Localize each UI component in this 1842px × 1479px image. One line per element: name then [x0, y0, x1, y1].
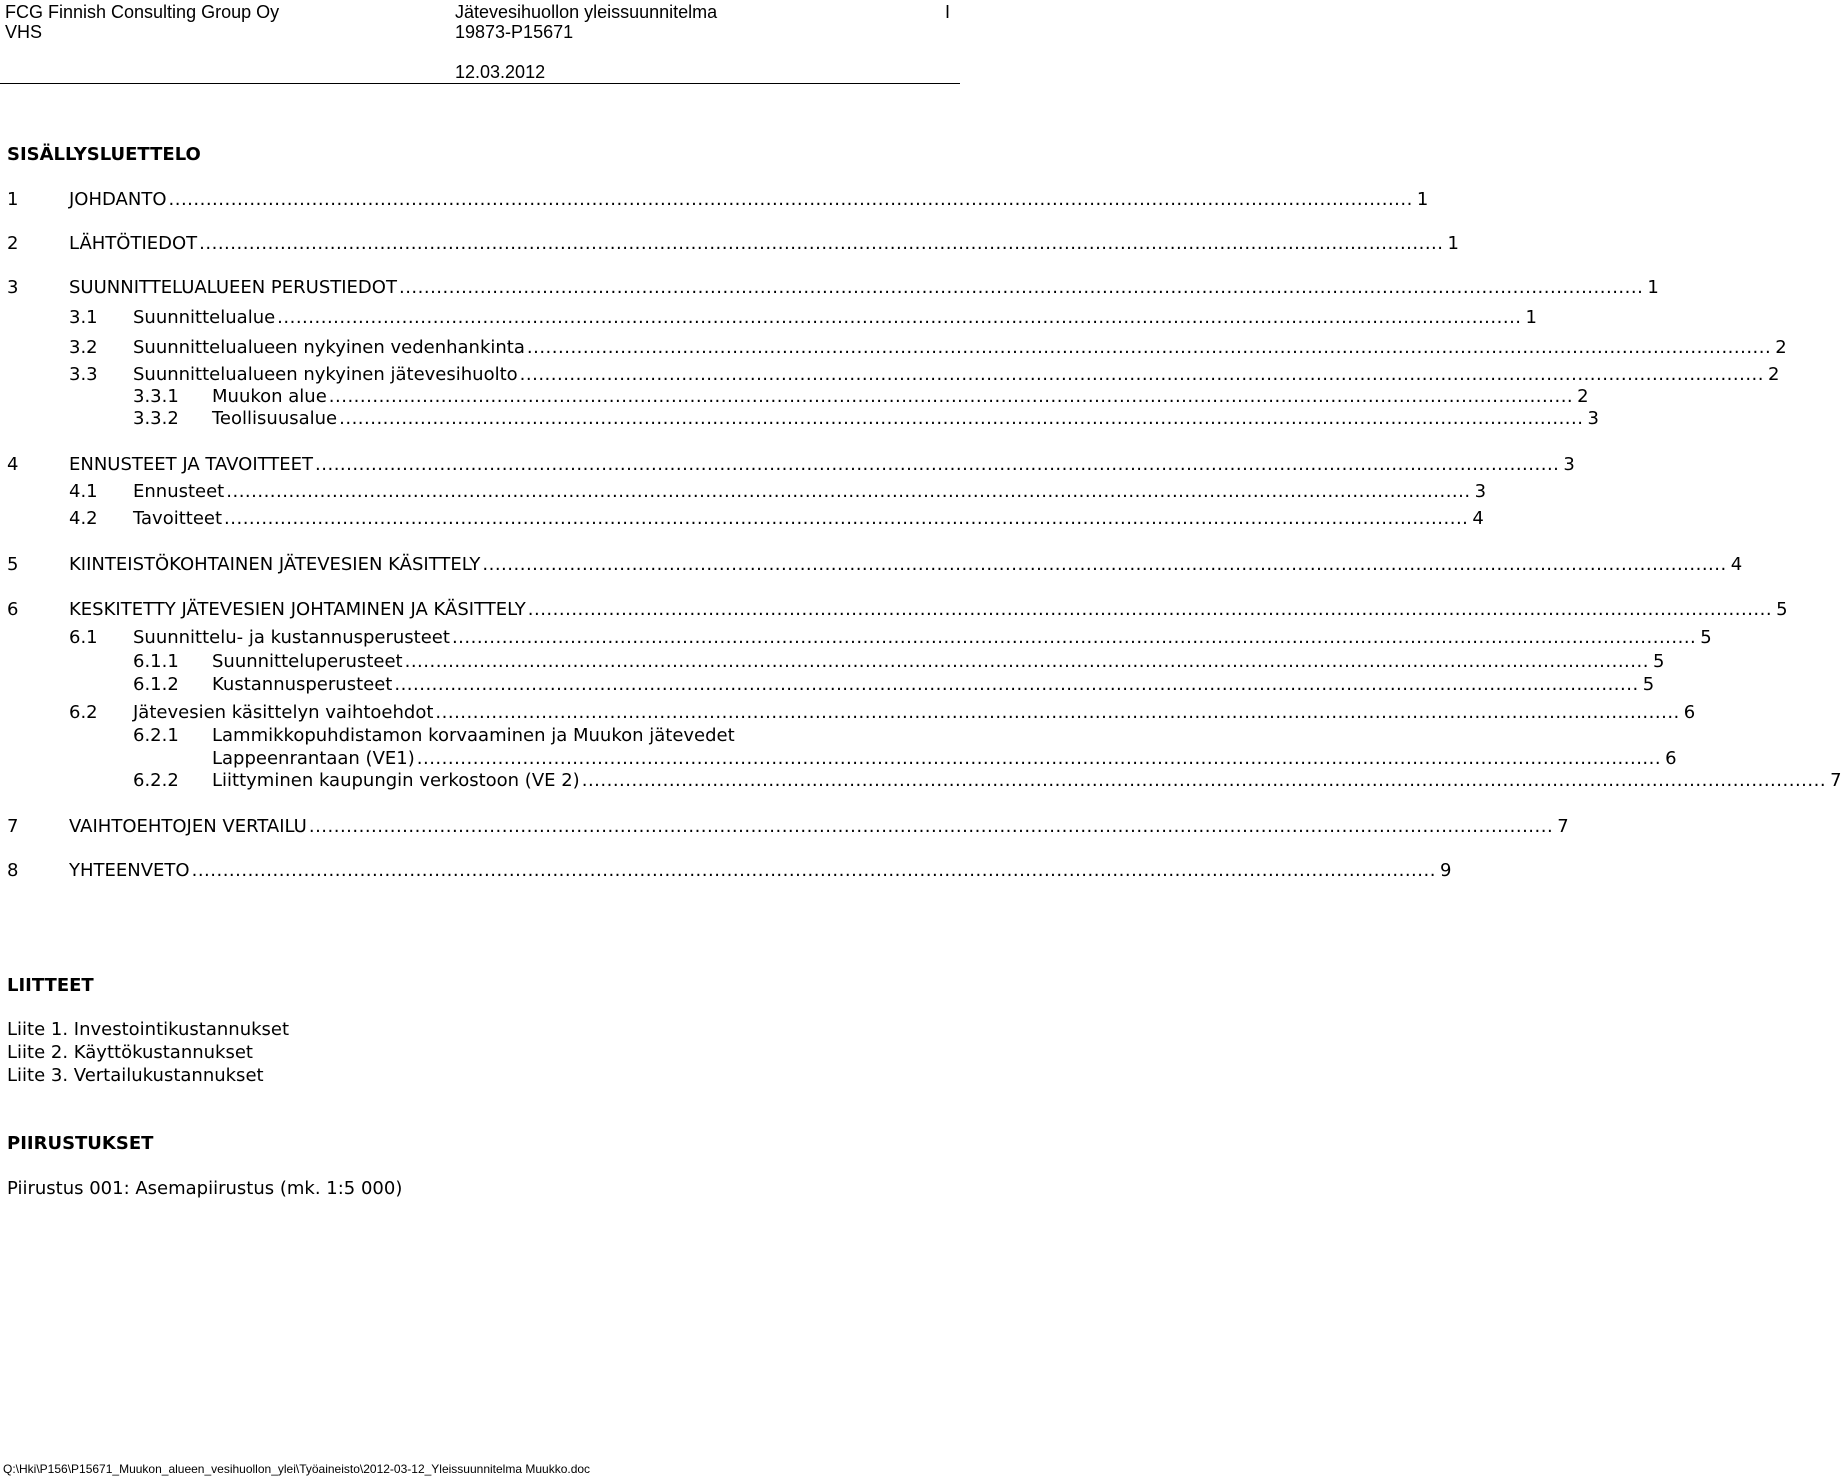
toc-entry-page: 5: [1696, 627, 1711, 649]
toc-dot-leader: ........................................................................................................................................................................................................: [277, 307, 1522, 328]
toc-entry-number: 3: [7, 277, 19, 298]
toc-entry-page: 4: [1727, 554, 1742, 576]
toc-entry-title: Teollisuusalue: [212, 408, 338, 429]
toc-dot-leader: ........................................................................................................................................................................................................: [328, 386, 1574, 407]
toc-dot-leader: ........................................................................................................................................................................................................: [527, 599, 1773, 620]
toc-dot-leader: ........................................................................................................................................................................................................: [404, 651, 1649, 672]
toc-entry-page: 3: [1583, 408, 1598, 430]
toc-entry-title: SUUNNITTELUALUEEN PERUSTIEDOT: [69, 277, 397, 298]
toc-entry-title: Lammikkopuhdistamon korvaaminen ja Muukon jätevedet: [212, 725, 735, 746]
appendix-item: Liite 1. Investointikustannukset: [7, 1019, 290, 1040]
toc-entry-page: 6: [1661, 748, 1676, 770]
toc-entry[interactable]: [0, 674, 1655, 696]
toc-entry-title: Suunnitteluperusteet: [212, 651, 403, 672]
toc-entry-title: JOHDANTO: [69, 189, 167, 210]
toc-entry-title: Suunnittelualue: [133, 307, 276, 328]
toc-dot-leader: ........................................................................................................................................................................................................: [315, 454, 1560, 475]
toc-entry-page: 1: [1444, 233, 1459, 255]
toc-entry-title: KIINTEISTÖKOHTAINEN JÄTEVESIEN KÄSITTELY: [69, 554, 481, 575]
toc-entry-page: 7: [1553, 816, 1568, 838]
toc-entry[interactable]: [0, 454, 1575, 476]
toc-dot-leader: ........................................................................................................................................................................................................: [416, 748, 1662, 769]
toc-entry[interactable]: [0, 816, 1569, 838]
toc-dot-leader: ........................................................................................................................................................................................................: [451, 627, 1697, 648]
toc-entry-number: 1: [7, 189, 19, 210]
toc-entry-title: KESKITETTY JÄTEVESIEN JOHTAMINEN JA KÄSITTELY: [69, 599, 526, 620]
toc-dot-leader: ........................................................................................................................................................................................................: [526, 337, 1772, 358]
footer-file-path: Q:\Hki\P156\P15671_Muukon_alueen_vesihuollon_ylei\Työaineisto\2012-03-12_Yleissuunnitelma Muukko.doc: [3, 1462, 591, 1476]
toc-entry-page: 1: [1413, 189, 1428, 211]
toc-entry-number: 6.1.2: [133, 674, 179, 695]
toc-entry-page: 5: [1649, 651, 1664, 673]
toc-entry-number: 3.3.1: [133, 386, 179, 407]
toc-entry-page: 5: [1639, 674, 1654, 696]
header-unit: VHS: [5, 22, 43, 42]
toc-entry[interactable]: [0, 189, 1429, 211]
toc-entry[interactable]: [0, 748, 1677, 770]
toc-entry-title: Lappeenrantaan (VE1): [212, 748, 415, 769]
drawings-heading: PIIRUSTUKSET: [7, 1133, 154, 1154]
toc-entry[interactable]: [0, 364, 1780, 386]
toc-entry-number: 7: [7, 816, 19, 837]
toc-entry-page: 6: [1680, 702, 1695, 724]
toc-entry[interactable]: [0, 307, 1537, 329]
toc-dot-leader: ........................................................................................................................................................................................................: [224, 508, 1469, 529]
toc-entry-page: 5: [1772, 599, 1787, 621]
toc-entry-number: 2: [7, 233, 19, 254]
toc-entry-number: 6.2: [69, 702, 98, 723]
toc-entry-title: Liittyminen kaupungin verkostoon (VE 2): [212, 770, 580, 791]
toc-entry-number: 6.1.1: [133, 651, 179, 672]
header-project-number: 19873-P15671: [455, 22, 574, 42]
toc-entry-title: Suunnittelu- ja kustannusperusteet: [133, 627, 450, 648]
toc-entry-title: VAIHTOEHTOJEN VERTAILU: [69, 816, 307, 837]
toc-dot-leader: ........................................................................................................................................................................................................: [191, 860, 1436, 881]
header-date: 12.03.2012: [455, 62, 546, 82]
toc-entry[interactable]: [0, 770, 1842, 792]
toc-dot-leader: ........................................................................................................................................................................................................: [394, 674, 1639, 695]
header-rule: [0, 83, 960, 84]
toc-entry-title: YHTEENVETO: [69, 860, 190, 881]
toc-entry[interactable]: [0, 725, 947, 747]
toc-dot-leader: ........................................................................................................................................................................................................: [519, 364, 1764, 385]
toc-entry-page: 3: [1471, 481, 1486, 503]
toc-entry[interactable]: [0, 408, 1599, 430]
appendices-heading: LIITTEET: [7, 975, 94, 996]
toc-dot-leader: ........................................................................................................................................................................................................: [339, 408, 1584, 429]
toc-entry[interactable]: [0, 386, 1589, 408]
toc-dot-leader: ........................................................................................................................................................................................................: [581, 770, 1827, 791]
toc-entry-title: Muukon alue: [212, 386, 327, 407]
toc-entry-page: 4: [1468, 508, 1483, 530]
toc-entry-page: 2: [1764, 364, 1779, 386]
toc-entry-number: 4: [7, 454, 19, 475]
header-document-title: Jätevesihuollon yleissuunnitelma: [455, 2, 718, 22]
toc-entry-number: 8: [7, 860, 19, 881]
toc-dot-leader: ........................................................................................................................................................................................................: [226, 481, 1471, 502]
toc-entry[interactable]: [0, 233, 1459, 255]
toc-entry-number: 5: [7, 554, 19, 575]
toc-entry-title: Suunnittelualueen nykyinen vedenhankinta: [133, 337, 525, 358]
toc-dot-leader: ........................................................................................................................................................................................................: [482, 554, 1727, 575]
toc-dot-leader: ........................................................................................................................................................................................................: [168, 189, 1413, 210]
toc-entry-number: 3.3: [69, 364, 98, 385]
toc-entry[interactable]: [0, 627, 1712, 649]
toc-entry-number: 3.1: [69, 307, 98, 328]
toc-entry-title: Jätevesien käsittelyn vaihtoehdot: [133, 702, 434, 723]
header-company: FCG Finnish Consulting Group Oy: [5, 2, 280, 22]
toc-entry[interactable]: [0, 651, 1665, 673]
toc-entry-page: 7: [1826, 770, 1841, 792]
toc-entry-title: Tavoitteet: [133, 508, 223, 529]
toc-entry-number: 4.2: [69, 508, 98, 529]
toc-entry[interactable]: [0, 860, 1452, 882]
toc-entry-number: 6: [7, 599, 19, 620]
toc-entry[interactable]: [0, 554, 1743, 576]
toc-entry-number: 6.2.2: [133, 770, 179, 791]
toc-entry-page: 1: [1643, 277, 1658, 299]
toc-entry-title: Ennusteet: [133, 481, 225, 502]
toc-entry-number: 6.2.1: [133, 725, 179, 746]
toc-entry-title: Kustannusperusteet: [212, 674, 393, 695]
toc-heading: SISÄLLYSLUETTELO: [7, 144, 201, 165]
toc-entry-title: ENNUSTEET JA TAVOITTEET: [69, 454, 314, 475]
toc-dot-leader: ........................................................................................................................................................................................................: [435, 702, 1680, 723]
toc-entry[interactable]: [0, 599, 1788, 621]
toc-entry[interactable]: [0, 481, 1487, 503]
toc-entry-title: Suunnittelualueen nykyinen jätevesihuolto: [133, 364, 518, 385]
toc-entry-title: LÄHTÖTIEDOT: [69, 233, 198, 254]
appendix-item: Liite 2. Käyttökustannukset: [7, 1042, 253, 1063]
toc-entry-page: 1: [1522, 307, 1537, 329]
toc-entry-page: 3: [1559, 454, 1574, 476]
toc-entry-page: 2: [1771, 337, 1786, 359]
toc-entry-number: 6.1: [69, 627, 98, 648]
toc-entry[interactable]: [0, 277, 1659, 299]
drawing-item: Piirustus 001: Asemapiirustus (mk. 1:5 000): [7, 1178, 403, 1199]
toc-entry[interactable]: [0, 337, 1787, 359]
toc-entry-page: 9: [1436, 860, 1451, 882]
toc-entry-number: 4.1: [69, 481, 98, 502]
toc-entry-number: 3.3.2: [133, 408, 179, 429]
appendix-item: Liite 3. Vertailukustannukset: [7, 1065, 264, 1086]
toc-dot-leader: ........................................................................................................................................................................................................: [308, 816, 1554, 837]
toc-dot-leader: ........................................................................................................................................................................................................: [199, 233, 1444, 254]
toc-entry-page: 2: [1573, 386, 1588, 408]
toc-dot-leader: ........................................................................................................................................................................................................: [398, 277, 1644, 298]
toc-entry[interactable]: [0, 702, 1696, 724]
toc-entry-number: 3.2: [69, 337, 98, 358]
header-page-number: I: [945, 2, 951, 22]
toc-entry[interactable]: [0, 508, 1484, 530]
